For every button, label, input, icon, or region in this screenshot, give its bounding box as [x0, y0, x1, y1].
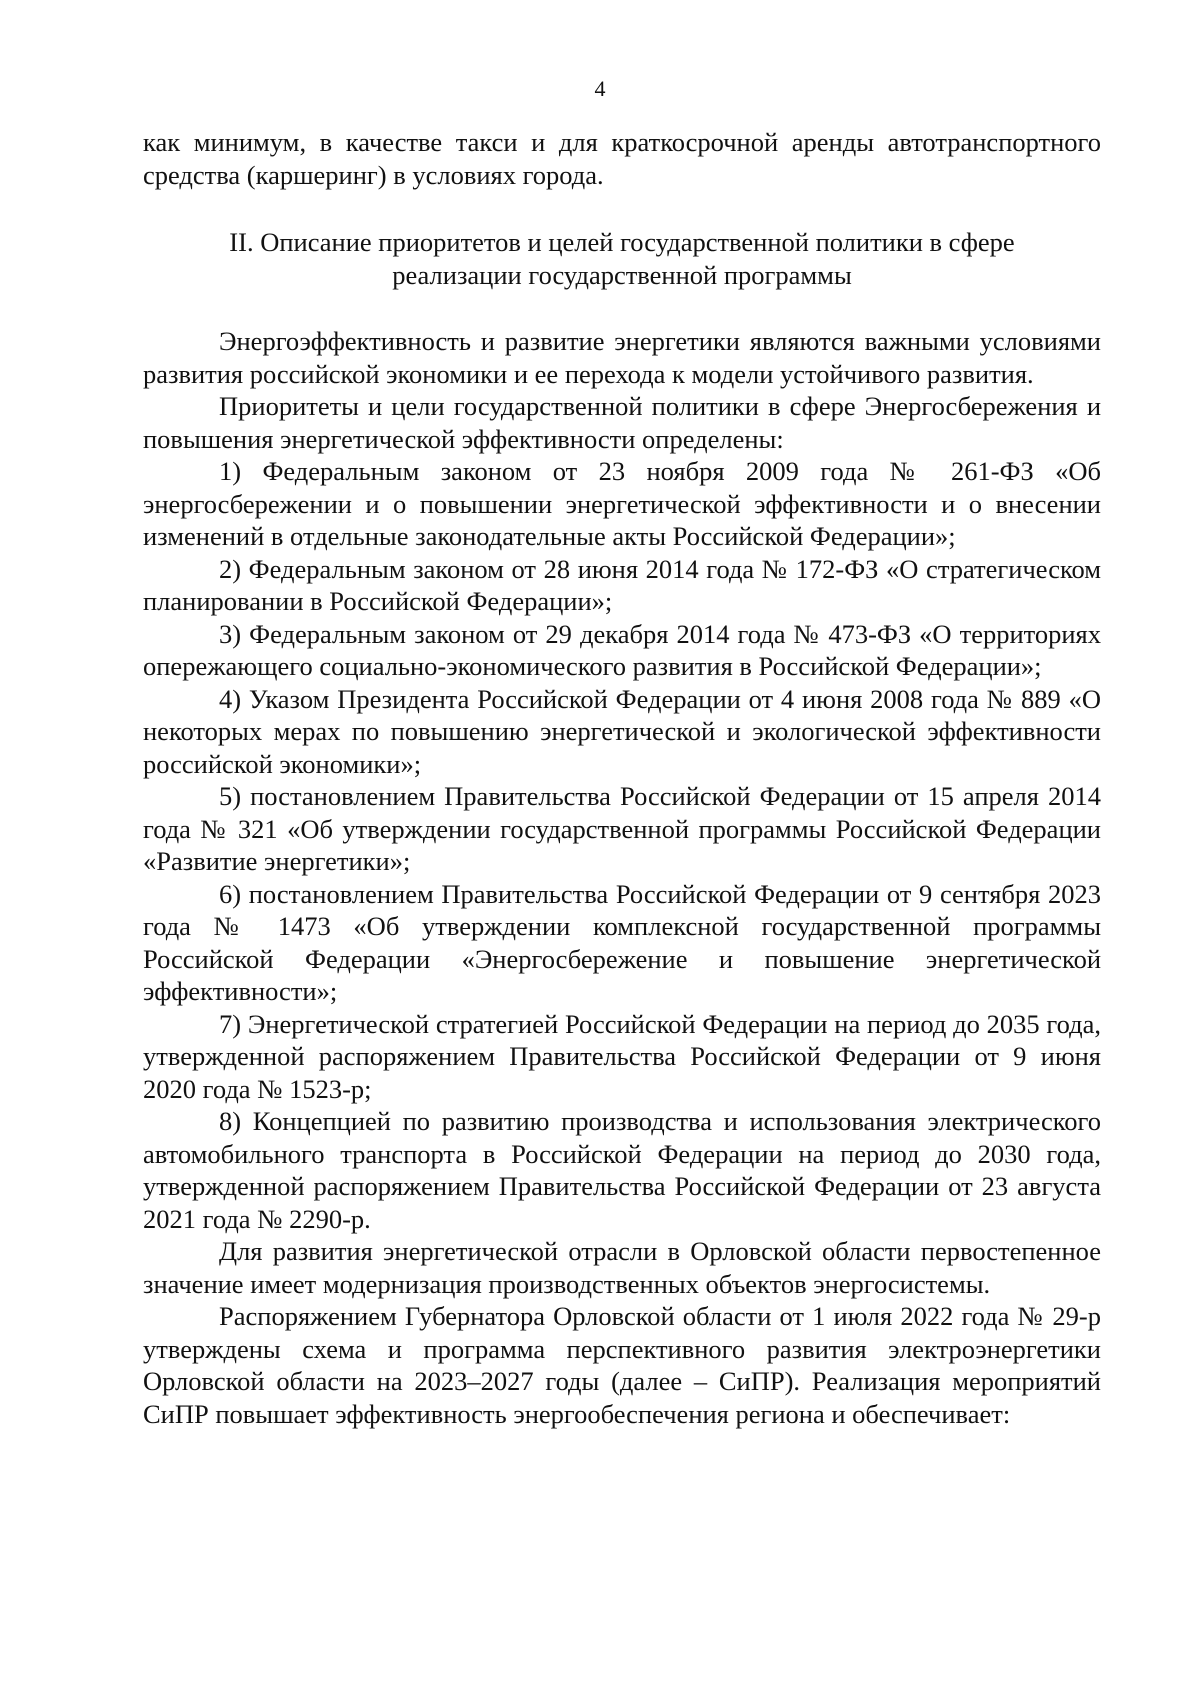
section-heading-line-2: реализации государственной программы — [392, 259, 852, 290]
paragraph-modernization: Для развития энергетической отрасли в Орловской области первостепенное значение имеет модернизация производственных объектов энергосистемы. — [143, 1236, 1101, 1299]
paragraph-governor-order: Распоряжением Губернатора Орловской области от 1 июля 2022 года № 29-р утверждены схема и программа перспективного развития электроэнергетики Орловской области на 2023–2027 годы (далее – СиПР). Реализация мероприятий СиПР повышает эффективность энергообеспечения региона и обеспечивает: — [143, 1301, 1101, 1429]
list-item-energy-strategy: 7) Энергетической стратегией Российской Федерации на период до 2035 года, утвержденной распоряжением Правительства Российской Федерации от 9 июня 2020 года № 1523-р; — [143, 1008, 1101, 1104]
list-item-law-261: 1) Федеральным законом от 23 ноября 2009 года № 261-ФЗ «Об энергосбережении и о повышении энергетической эффективности и о внесении изменений в отдельные законодательные акты Российской Федерации»; — [143, 456, 1101, 551]
list-item-resolution-321: 5) постановлением Правительства Российской Федерации от 15 апреля 2014 года № 321 «Об утверждении государственной программы Российской Федерации «Развитие энергетики»; — [143, 781, 1101, 876]
paragraph-energy-efficiency: Энергоэффективность и развитие энергетики являются важными условиями развития российской экономики и ее перехода к модели устойчивого развития. — [143, 326, 1101, 389]
document-body — [143, 126, 1101, 1430]
section-heading-line-1: II. Описание приоритетов и целей государственной политики в сфере — [229, 227, 1015, 257]
intro-paragraph: как минимум, в качестве такси и для краткосрочной аренды автотранспортного средства (каршеринг) в условиях города. — [143, 127, 1101, 190]
list-item-resolution-1473: 6) постановлением Правительства Российской Федерации от 9 сентября 2023 года № 1473 «Об утверждении комплексной государственной программы Российской Федерации «Энергосбережение и повышение энергетической эффективности»; — [143, 878, 1101, 1006]
list-item-law-473: 3) Федеральным законом от 29 декабря 2014 года № 473-ФЗ «О территориях опережающего социально-экономического развития в Российской Федерации»; — [143, 618, 1101, 681]
page-number: 4 — [594, 76, 606, 101]
list-item-law-172: 2) Федеральным законом от 28 июня 2014 года № 172-ФЗ «О стратегическом планировании в Российской Федерации»; — [143, 553, 1101, 616]
section-heading — [143, 226, 1101, 291]
paragraph-priorities: Приоритеты и цели государственной политики в сфере Энергосбережения и повышения энергетической эффективности определены: — [143, 391, 1101, 454]
list-item-decree-889: 4) Указом Президента Российской Федерации от 4 июня 2008 года № 889 «О некоторых мерах по повышению энергетической и экологической эффективности российской экономики»; — [143, 683, 1101, 779]
list-item-ev-concept: 8) Концепцией по развитию производства и использования электрического автомобильного транспорта в Российской Федерации на период до 2030 года, утвержденной распоряжением Правительства Российской Федерации от 23 августа 2021 года № 2290-р. — [143, 1106, 1101, 1234]
